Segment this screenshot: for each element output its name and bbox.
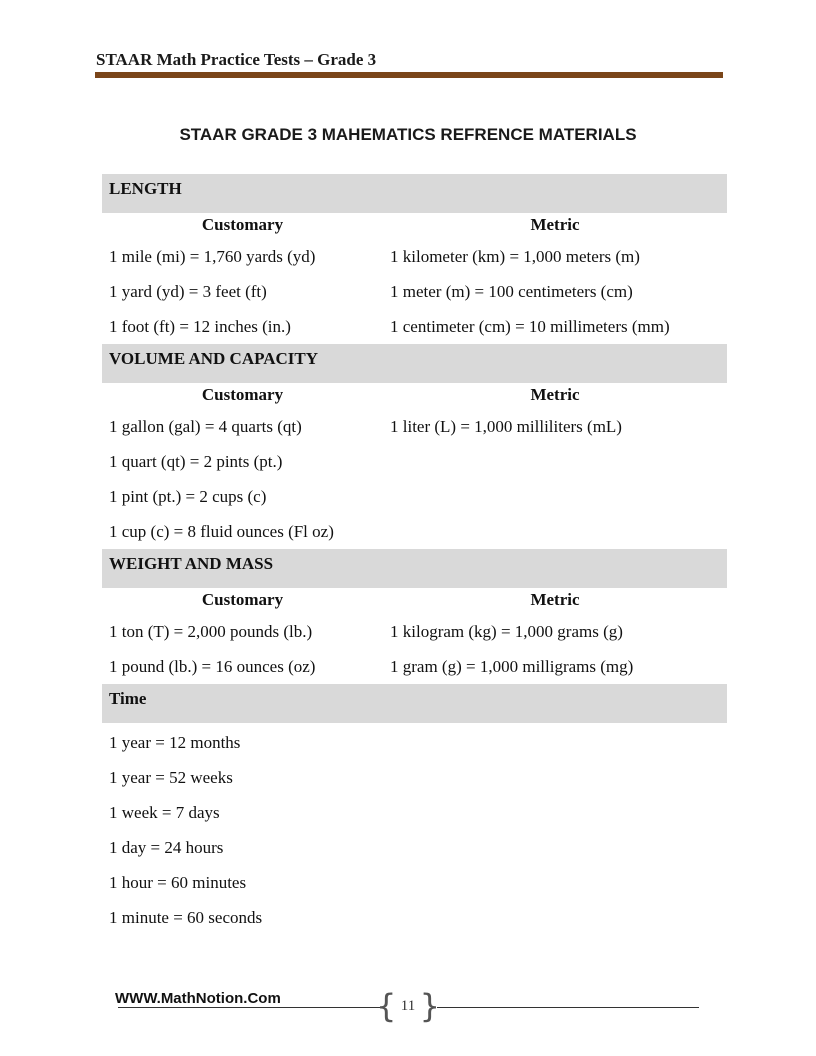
time-cell: 1 day = 24 hours bbox=[109, 837, 224, 857]
metric-cell: 1 gram (g) = 1,000 milligrams (mg) bbox=[390, 656, 634, 676]
column-header-metric: Metric bbox=[530, 385, 580, 404]
column-headers-length bbox=[102, 213, 727, 239]
table-row bbox=[102, 760, 727, 795]
customary-cell: 1 foot (ft) = 12 inches (in.) bbox=[109, 316, 291, 336]
metric-cell: 1 liter (L) = 1,000 milliliters (mL) bbox=[390, 416, 622, 436]
column-header-metric: Metric bbox=[530, 215, 580, 234]
customary-cell: 1 pint (pt.) = 2 cups (c) bbox=[109, 486, 267, 506]
time-cell: 1 minute = 60 seconds bbox=[109, 907, 263, 927]
running-header-title: STAAR Math Practice Tests – Grade 3 bbox=[96, 50, 377, 69]
footer-website-link[interactable]: WWW.MathNotion.Com bbox=[115, 990, 281, 1007]
table-row bbox=[102, 239, 727, 274]
metric-cell: 1 meter (m) = 100 centimeters (cm) bbox=[390, 281, 633, 301]
right-brace-icon: } bbox=[419, 987, 440, 1025]
column-headers-volume bbox=[102, 383, 727, 409]
time-cell: 1 hour = 60 minutes bbox=[109, 872, 247, 892]
column-header-customary: Customary bbox=[201, 215, 284, 234]
footer-rule-left bbox=[118, 1007, 380, 1008]
time-cell: 1 year = 12 months bbox=[109, 732, 241, 752]
customary-cell: 1 ton (T) = 2,000 pounds (lb.) bbox=[109, 621, 313, 641]
customary-cell: 1 cup (c) = 8 fluid ounces (Fl oz) bbox=[109, 521, 334, 541]
page-title: STAAR GRADE 3 MAHEMATICS REFRENCE MATERIALS bbox=[179, 125, 637, 144]
footer-rule-right bbox=[437, 1007, 699, 1008]
metric-cell: 1 kilogram (kg) = 1,000 grams (g) bbox=[390, 621, 623, 641]
section-header-volume: VOLUME AND CAPACITY bbox=[102, 344, 727, 383]
table-row bbox=[102, 649, 727, 684]
section-header-length: LENGTH bbox=[102, 174, 727, 213]
column-headers-weight bbox=[102, 588, 727, 614]
customary-cell: 1 quart (qt) = 2 pints (pt.) bbox=[109, 451, 283, 471]
table-row bbox=[102, 725, 727, 760]
customary-cell: 1 pound (lb.) = 16 ounces (oz) bbox=[109, 656, 316, 676]
reference-table bbox=[102, 174, 727, 935]
page-number: 11 bbox=[400, 998, 416, 1014]
time-cell: 1 year = 52 weeks bbox=[109, 767, 233, 787]
table-row bbox=[102, 900, 727, 935]
table-row bbox=[102, 865, 727, 900]
table-row bbox=[102, 409, 727, 444]
table-row bbox=[102, 614, 727, 649]
page-number-box bbox=[376, 987, 440, 1025]
column-header-customary: Customary bbox=[201, 385, 284, 404]
table-row bbox=[102, 514, 727, 549]
left-brace-icon: { bbox=[376, 987, 397, 1025]
table-row bbox=[102, 479, 727, 514]
customary-cell: 1 mile (mi) = 1,760 yards (yd) bbox=[109, 246, 316, 266]
table-row bbox=[102, 309, 727, 344]
time-cell: 1 week = 7 days bbox=[109, 802, 220, 822]
section-header-weight: WEIGHT AND MASS bbox=[102, 549, 727, 588]
table-row bbox=[102, 795, 727, 830]
customary-cell: 1 yard (yd) = 3 feet (ft) bbox=[109, 281, 267, 301]
header-rule bbox=[95, 72, 723, 78]
table-row bbox=[102, 274, 727, 309]
table-row bbox=[102, 830, 727, 865]
section-header-time: Time bbox=[102, 684, 727, 723]
metric-cell: 1 kilometer (km) = 1,000 meters (m) bbox=[390, 246, 640, 266]
table-row bbox=[102, 444, 727, 479]
metric-cell: 1 centimeter (cm) = 10 millimeters (mm) bbox=[390, 316, 670, 336]
column-header-customary: Customary bbox=[201, 590, 284, 609]
column-header-metric: Metric bbox=[530, 590, 580, 609]
customary-cell: 1 gallon (gal) = 4 quarts (qt) bbox=[109, 416, 302, 436]
